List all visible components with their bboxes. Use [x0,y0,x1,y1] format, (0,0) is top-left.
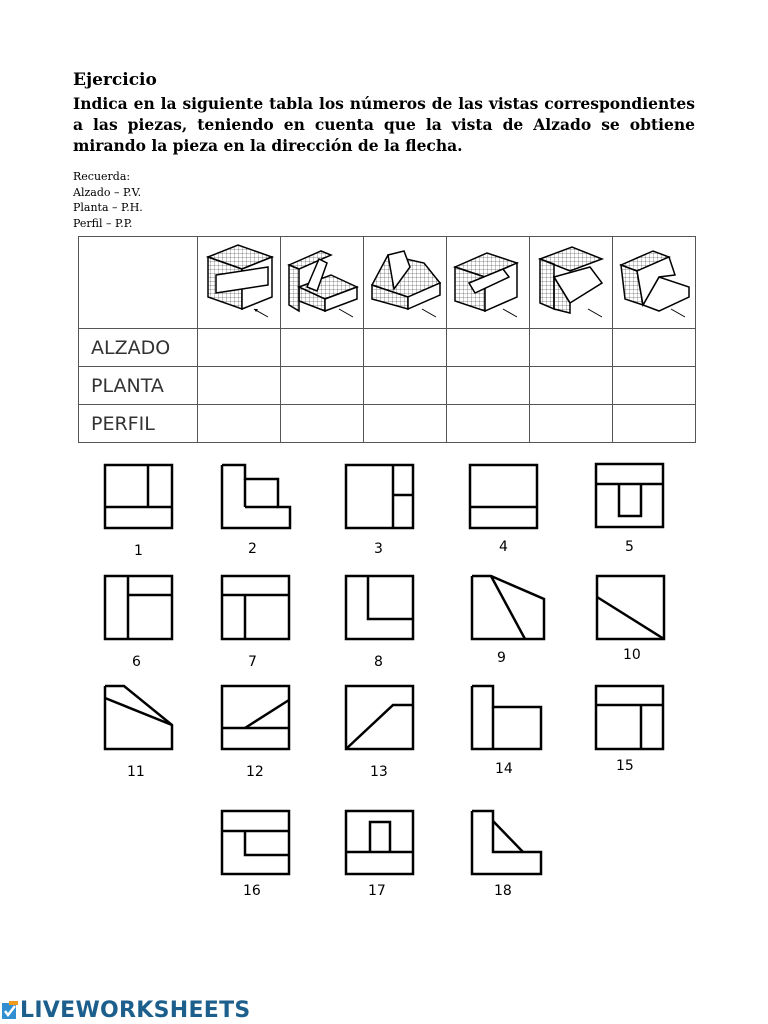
answer-cell[interactable] [447,405,530,443]
answer-cell[interactable] [281,405,364,443]
row-label: ALZADO [79,329,198,367]
view-9-icon [472,576,544,639]
view-6-icon [105,576,172,639]
view-number: 16 [243,883,261,899]
answer-input[interactable] [198,329,280,366]
view-number: 15 [616,758,634,774]
pieza-2-icon [281,237,364,329]
view-number: 11 [127,764,145,780]
row-label: PLANTA [79,367,198,405]
answer-input[interactable] [364,405,446,442]
view-12-icon [222,686,289,749]
remember-heading: Recuerda: [73,170,131,183]
view-number: 10 [623,647,641,663]
view-4-icon [470,465,537,528]
remember-box [73,169,143,231]
answer-cell[interactable] [447,329,530,367]
pieza-6-icon [613,237,696,329]
answer-cell[interactable] [198,367,281,405]
answer-cell[interactable] [613,329,696,367]
view-number: 4 [499,539,508,555]
view-8-icon [346,576,413,639]
view-14-icon [472,686,541,749]
view-number: 14 [495,761,513,777]
exercise-title: Ejercicio [73,70,157,90]
view-7-icon [222,576,289,639]
row-perfil [79,405,696,443]
pieces-row [79,237,696,329]
answer-input[interactable] [281,367,363,404]
answer-input[interactable] [364,329,446,366]
pieza-3-icon [364,237,447,329]
remember-line: Perfil – P.P. [73,216,133,230]
answer-input[interactable] [364,367,446,404]
answer-input[interactable] [447,329,529,366]
row-alzado [79,329,696,367]
views-drawings [0,455,768,915]
answer-cell[interactable] [530,367,613,405]
answer-cell[interactable] [613,367,696,405]
answer-input[interactable] [198,367,280,404]
answer-cell[interactable] [364,405,447,443]
answer-input[interactable] [613,329,695,366]
view-number: 1 [134,543,143,559]
brand-name: LIVEWORKSHEETS [20,998,251,1023]
view-number: 8 [374,654,383,670]
answer-cell[interactable] [281,329,364,367]
pieza-1-icon [198,237,281,329]
view-number: 17 [368,883,386,899]
view-15-icon [596,686,663,749]
view-number: 3 [374,541,383,557]
answer-cell[interactable] [530,329,613,367]
answer-cell[interactable] [613,405,696,443]
view-number: 12 [246,764,264,780]
view-10-icon [597,576,664,639]
view-number: 9 [497,650,506,666]
table-corner [79,237,198,329]
answer-input[interactable] [613,367,695,404]
answer-input[interactable] [530,405,612,442]
pieza-4-icon [447,237,530,329]
view-number: 18 [494,883,512,899]
view-5-icon [596,464,663,527]
answer-cell[interactable] [281,367,364,405]
view-17-icon [346,811,413,874]
footer-brand[interactable] [0,998,251,1023]
view-16-icon [222,811,289,874]
answer-input[interactable] [530,329,612,366]
view-number: 6 [132,654,141,670]
row-planta [79,367,696,405]
answer-cell[interactable] [530,405,613,443]
pieza-5-icon [530,237,613,329]
answer-input[interactable] [530,367,612,404]
answer-input[interactable] [281,405,363,442]
view-2-icon [222,465,290,528]
answer-cell[interactable] [198,405,281,443]
row-label: PERFIL [79,405,198,443]
answer-cell[interactable] [198,329,281,367]
answer-input[interactable] [613,405,695,442]
view-3-icon [346,465,413,528]
answer-table [78,236,696,443]
remember-line: Alzado – P.V. [73,185,142,199]
liveworksheets-logo-icon [0,1000,20,1022]
view-number: 7 [248,654,257,670]
view-13-icon [346,686,413,749]
view-number: 5 [625,539,634,555]
view-1-icon [105,465,172,528]
answer-input[interactable] [447,405,529,442]
answer-input[interactable] [447,367,529,404]
view-11-icon [105,686,172,749]
answer-cell[interactable] [364,329,447,367]
view-number: 13 [370,764,388,780]
view-number: 2 [248,541,257,557]
answer-cell[interactable] [364,367,447,405]
instructions: Indica en la siguiente tabla los números de las vistas correspondientes a las piezas, teniendo en cuenta que la vista de Alzado se obtiene mirando la pieza en la dirección de la flecha. [73,94,695,155]
answer-input[interactable] [281,329,363,366]
view-18-icon [472,811,541,874]
answer-cell[interactable] [447,367,530,405]
answer-input[interactable] [198,405,280,442]
remember-line: Planta – P.H. [73,201,143,214]
